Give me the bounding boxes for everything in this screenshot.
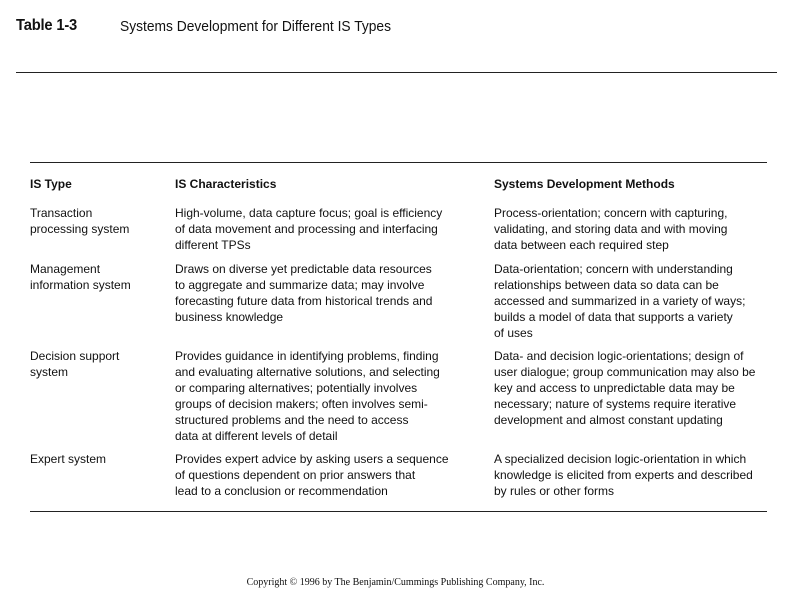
cell-is-type (30, 261, 131, 293)
copyright-notice: Copyright © 1996 by The Benjamin/Cummings Publishing Company, Inc. (246, 577, 545, 588)
cell-line: processing system (30, 222, 130, 236)
cell-line: lead to a conclusion or recommendation (175, 484, 388, 498)
cell-line: Decision support (30, 349, 120, 363)
table-bottom-rule (30, 511, 767, 512)
cell-line: Management (30, 262, 101, 276)
cell-methods (494, 205, 727, 253)
cell-line: necessary; nature of systems require iterative (494, 397, 737, 411)
cell-is-type (30, 348, 119, 380)
cell-characteristics (175, 205, 442, 253)
cell-line: structured problems and the need to access (175, 413, 409, 427)
cell-line: Process-orientation; concern with capturing, (494, 206, 728, 220)
column-header-is-characteristics: IS Characteristics (175, 177, 277, 191)
cell-characteristics (175, 451, 449, 499)
cell-line: data at different levels of detail (175, 429, 338, 443)
cell-line: Provides expert advice by asking users a sequence (175, 452, 449, 466)
table-number: Table 1-3 (16, 17, 78, 34)
cell-line: accessed and summarized in a variety of ways; (494, 294, 746, 308)
cell-characteristics (175, 261, 432, 325)
column-header-development-methods: Systems Development Methods (494, 177, 675, 191)
cell-line: Draws on diverse yet predictable data resources (175, 262, 432, 276)
cell-line: forecasting future data from historical trends and (175, 294, 433, 308)
cell-line: or comparing alternatives; potentially involves (175, 381, 418, 395)
cell-line: High-volume, data capture focus; goal is efficiency (175, 206, 443, 220)
table-top-rule (30, 162, 767, 163)
cell-line: relationships between data so data can be (494, 278, 719, 292)
cell-methods (494, 348, 755, 428)
cell-line: to aggregate and summarize data; may involve (175, 278, 425, 292)
cell-line: Transaction (30, 206, 93, 220)
header-rule (16, 72, 777, 73)
cell-is-type (30, 205, 129, 237)
cell-line: development and almost constant updating (494, 413, 723, 427)
cell-line: information system (30, 278, 131, 292)
cell-line: of uses (494, 326, 533, 340)
cell-line: different TPSs (175, 238, 251, 252)
cell-line: Data- and decision logic-orientations; design of (494, 349, 744, 363)
cell-line: of data movement and processing and interfacing (175, 222, 438, 236)
cell-characteristics (175, 348, 440, 444)
cell-line: key and access to unpredictable data may be (494, 381, 735, 395)
cell-is-type (30, 451, 106, 467)
cell-line: A specialized decision logic-orientation in which (494, 452, 747, 466)
cell-line: groups of decision makers; often involves semi- (175, 397, 428, 411)
cell-line: of questions dependent on prior answers that (175, 468, 416, 482)
cell-line: business knowledge (175, 310, 284, 324)
cell-line: system (30, 365, 69, 379)
table-title: Systems Development for Different IS Types (120, 18, 392, 35)
cell-line: Expert system (30, 452, 107, 466)
cell-line: user dialogue; group communication may also be (494, 365, 756, 379)
cell-line: and evaluating alternative solutions, and selecting (175, 365, 440, 379)
cell-line: by rules or other forms (494, 484, 615, 498)
cell-line: Data-orientation; concern with understanding (494, 262, 733, 276)
cell-line: data between each required step (494, 238, 669, 252)
cell-line: validating, and storing data and with moving (494, 222, 728, 236)
cell-line: builds a model of data that supports a variety (494, 310, 733, 324)
column-header-is-type: IS Type (30, 177, 72, 191)
cell-methods (494, 451, 753, 499)
cell-line: knowledge is elicited from experts and described (494, 468, 753, 482)
cell-methods (494, 261, 745, 341)
cell-line: Provides guidance in identifying problems, finding (175, 349, 439, 363)
